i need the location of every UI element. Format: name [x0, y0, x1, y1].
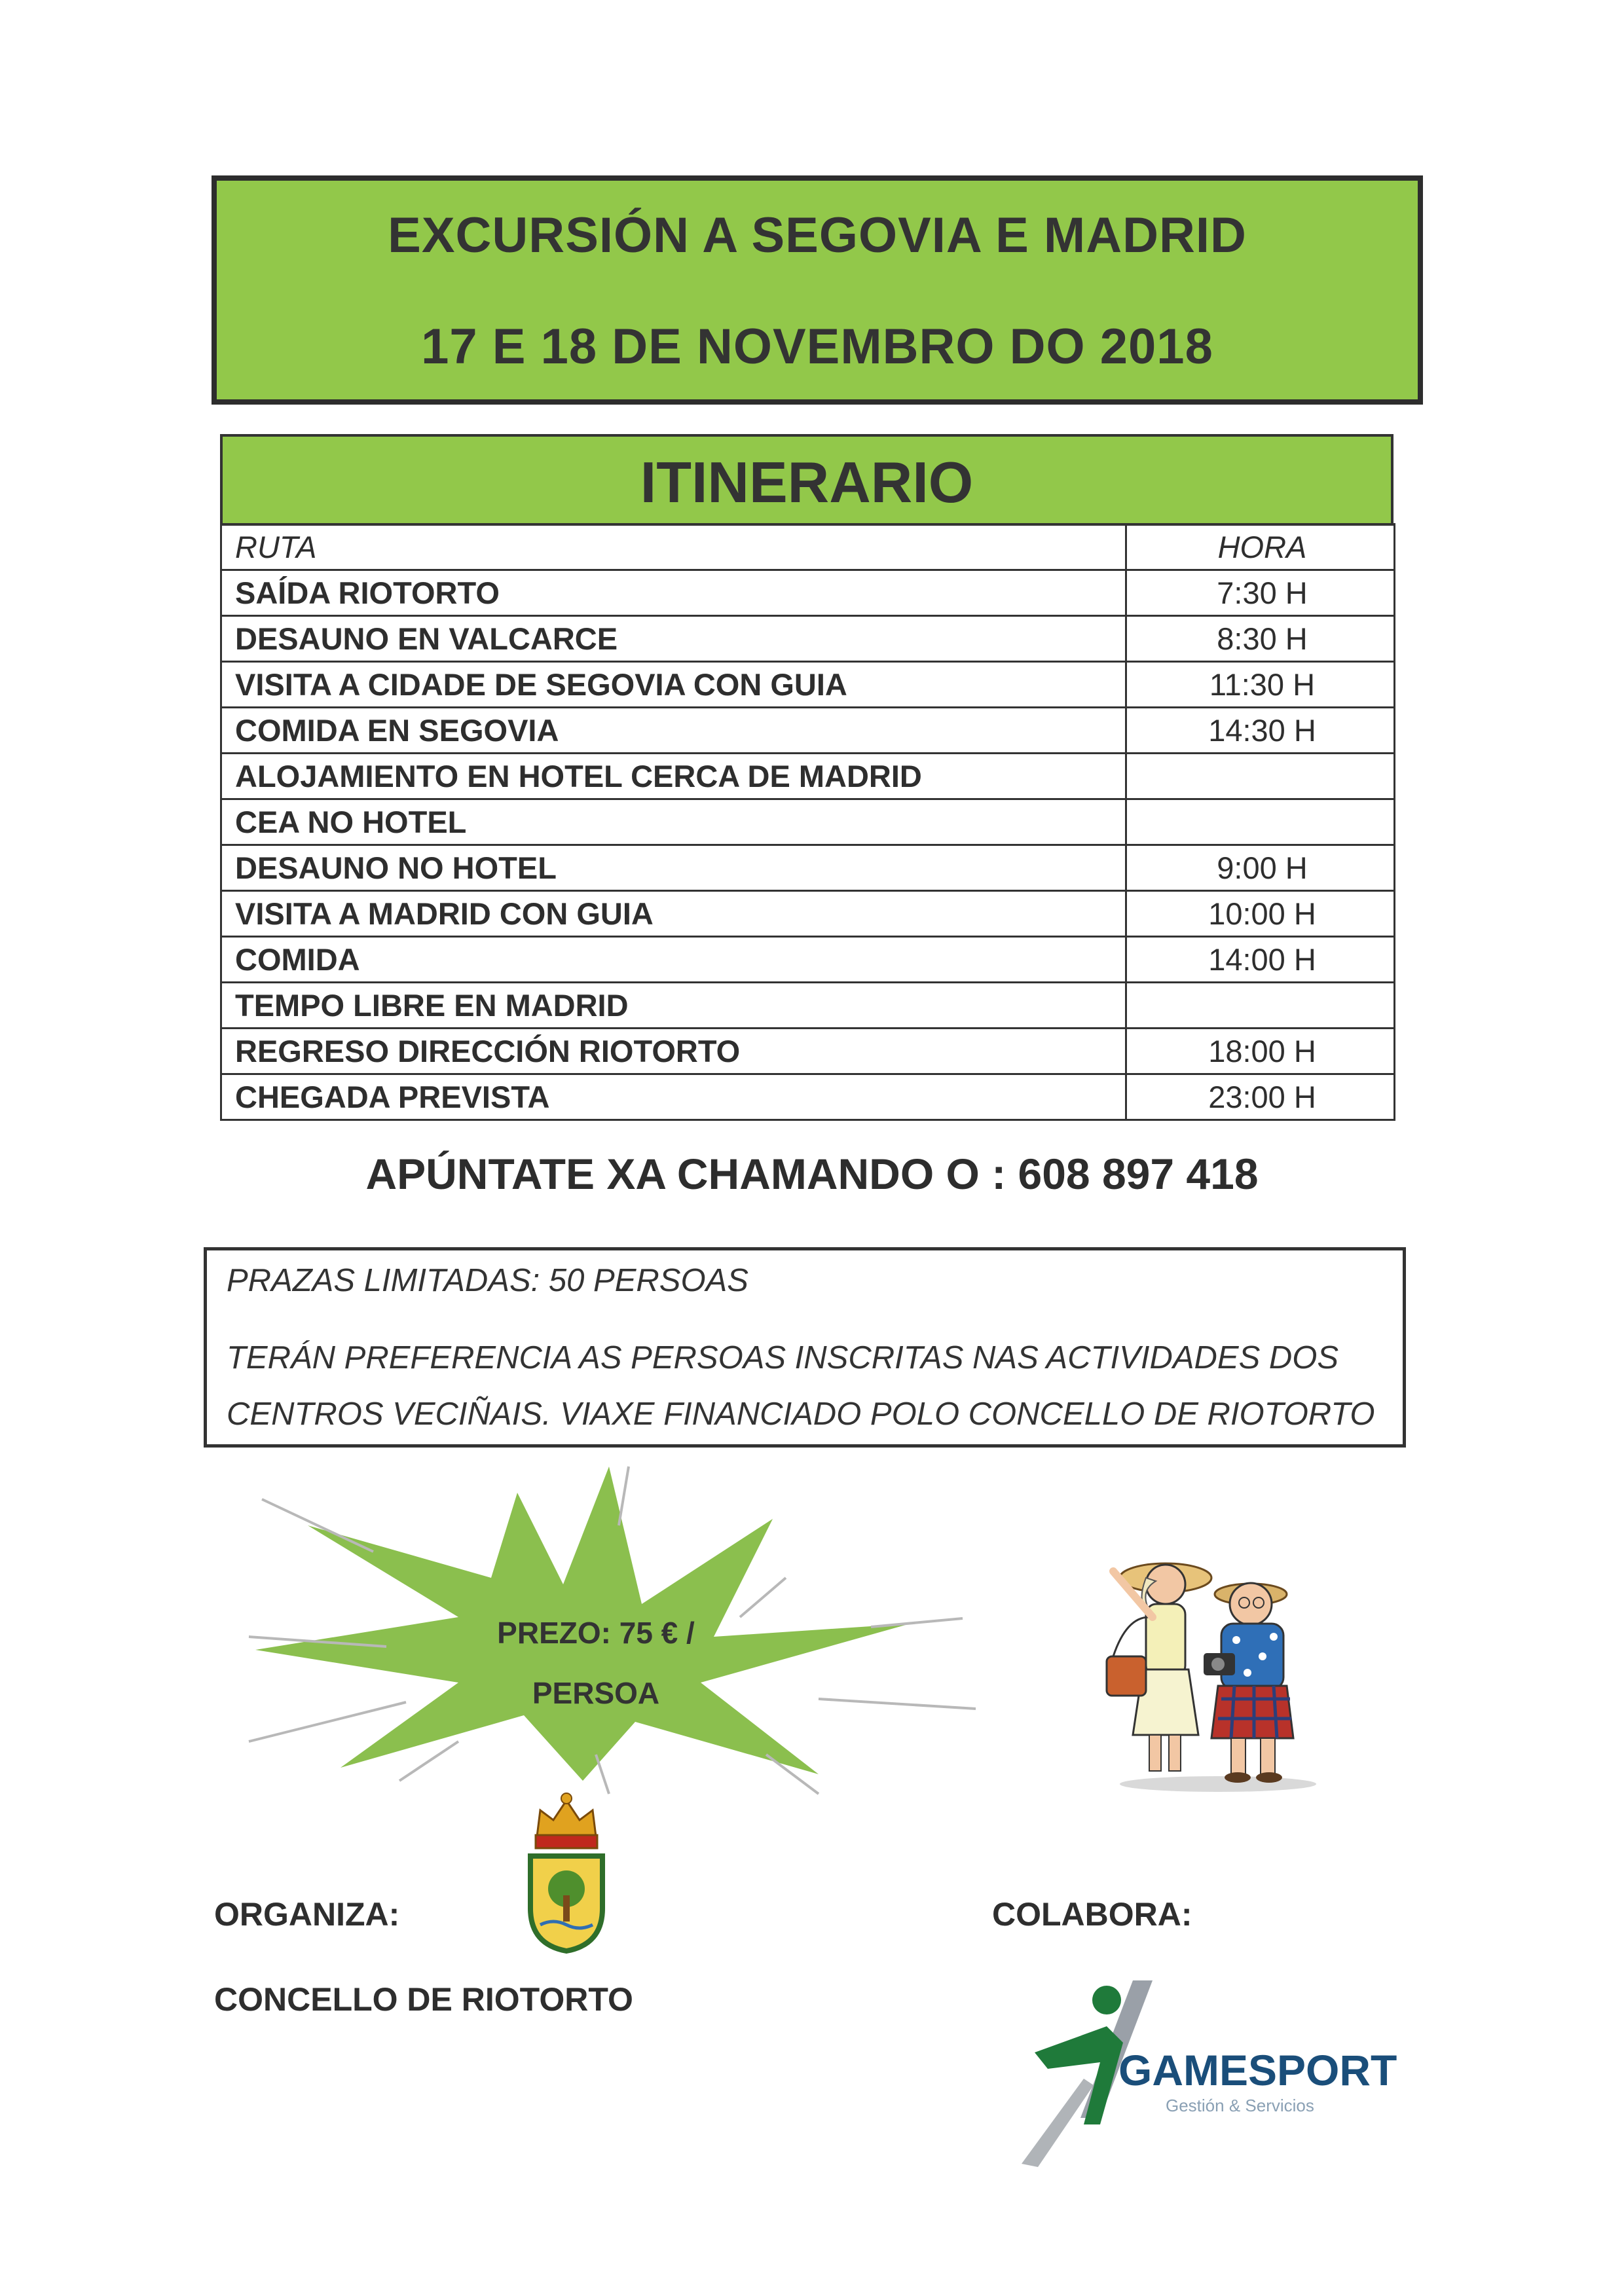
time-cell: 9:00 H — [1126, 845, 1395, 891]
table-row — [221, 616, 1395, 662]
time-cell — [1126, 799, 1395, 845]
route-cell: CEA NO HOTEL — [221, 799, 1126, 845]
route-cell: REGRESO DIRECCIÓN RIOTORTO — [221, 1029, 1126, 1074]
organizer-label: ORGANIZA: — [214, 1896, 400, 1933]
time-cell: 18:00 H — [1126, 1029, 1395, 1074]
time-cell: 10:00 H — [1126, 891, 1395, 937]
table-row — [221, 708, 1395, 754]
time-cell: 14:00 H — [1126, 937, 1395, 983]
time-cell: 11:30 H — [1126, 662, 1395, 708]
info-box — [204, 1247, 1406, 1448]
route-cell: TEMPO LIBRE EN MADRID — [221, 983, 1126, 1029]
route-cell: CHEGADA PREVISTA — [221, 1074, 1126, 1120]
route-cell: DESAUNO NO HOTEL — [221, 845, 1126, 891]
table-row — [221, 983, 1395, 1029]
event-title: EXCURSIÓN A SEGOVIA E MADRID — [388, 208, 1247, 263]
collaborator-label: COLABORA: — [992, 1896, 1192, 1933]
table-header-row — [221, 524, 1395, 570]
time-cell: 14:30 H — [1126, 708, 1395, 754]
signup-phone-line: APÚNTATE XA CHAMANDO O : 608 897 418 — [365, 1150, 1259, 1198]
preference-text-line2: CENTROS VECIÑAIS. VIAXE FINANCIADO POLO CONCELLO DE RIOTORTO — [227, 1396, 1375, 1432]
price-unit: PERSOA — [532, 1676, 660, 1710]
price-value: PREZO: 75 € / — [497, 1616, 695, 1650]
route-cell: COMIDA — [221, 937, 1126, 983]
table-row — [221, 799, 1395, 845]
title-banner — [212, 175, 1423, 405]
time-cell: 23:00 H — [1126, 1074, 1395, 1120]
preference-text-line1: TERÁN PREFERENCIA AS PERSOAS INSCRITAS NAS ACTIVIDADES DOS — [227, 1340, 1339, 1376]
limited-places-text: PRAZAS LIMITADAS: 50 PERSOAS — [227, 1263, 748, 1298]
itinerary-table — [220, 523, 1395, 1121]
price-label — [452, 1603, 740, 1723]
table-row — [221, 937, 1395, 983]
organizer-name: CONCELLO DE RIOTORTO — [214, 1981, 633, 2018]
itinerary-section — [220, 434, 1393, 1150]
gamesport-logo — [1008, 1954, 1397, 2170]
table-row — [221, 845, 1395, 891]
table-row — [221, 1029, 1395, 1074]
table-row — [221, 891, 1395, 937]
route-cell: VISITA A MADRID CON GUIA — [221, 891, 1126, 937]
route-cell: COMIDA EN SEGOVIA — [221, 708, 1126, 754]
time-cell — [1126, 754, 1395, 799]
table-row — [221, 570, 1395, 616]
route-cell: ALOJAMIENTO EN HOTEL CERCA DE MADRID — [221, 754, 1126, 799]
table-row — [221, 754, 1395, 799]
column-header-route: RUTA — [221, 524, 1126, 570]
column-header-time: HORA — [1126, 524, 1395, 570]
itinerary-heading: ITINERARIO — [220, 434, 1393, 526]
table-row — [221, 662, 1395, 708]
riotorto-coat-of-arms — [524, 1784, 609, 1954]
route-cell: SAÍDA RIOTORTO — [221, 570, 1126, 616]
time-cell: 8:30 H — [1126, 616, 1395, 662]
time-cell — [1126, 983, 1395, 1029]
gamesport-tagline: Gestión & Servicios — [1166, 2096, 1314, 2115]
tourist-couple-illustration — [1087, 1532, 1323, 1794]
route-cell: DESAUNO EN VALCARCE — [221, 616, 1126, 662]
event-dates: 17 E 18 DE NOVEMBRO DO 2018 — [421, 319, 1213, 374]
time-cell: 7:30 H — [1126, 570, 1395, 616]
gamesport-wordmark: GAMESPORT — [1118, 2046, 1397, 2094]
table-row — [221, 1074, 1395, 1120]
route-cell: VISITA A CIDADE DE SEGOVIA CON GUIA — [221, 662, 1126, 708]
